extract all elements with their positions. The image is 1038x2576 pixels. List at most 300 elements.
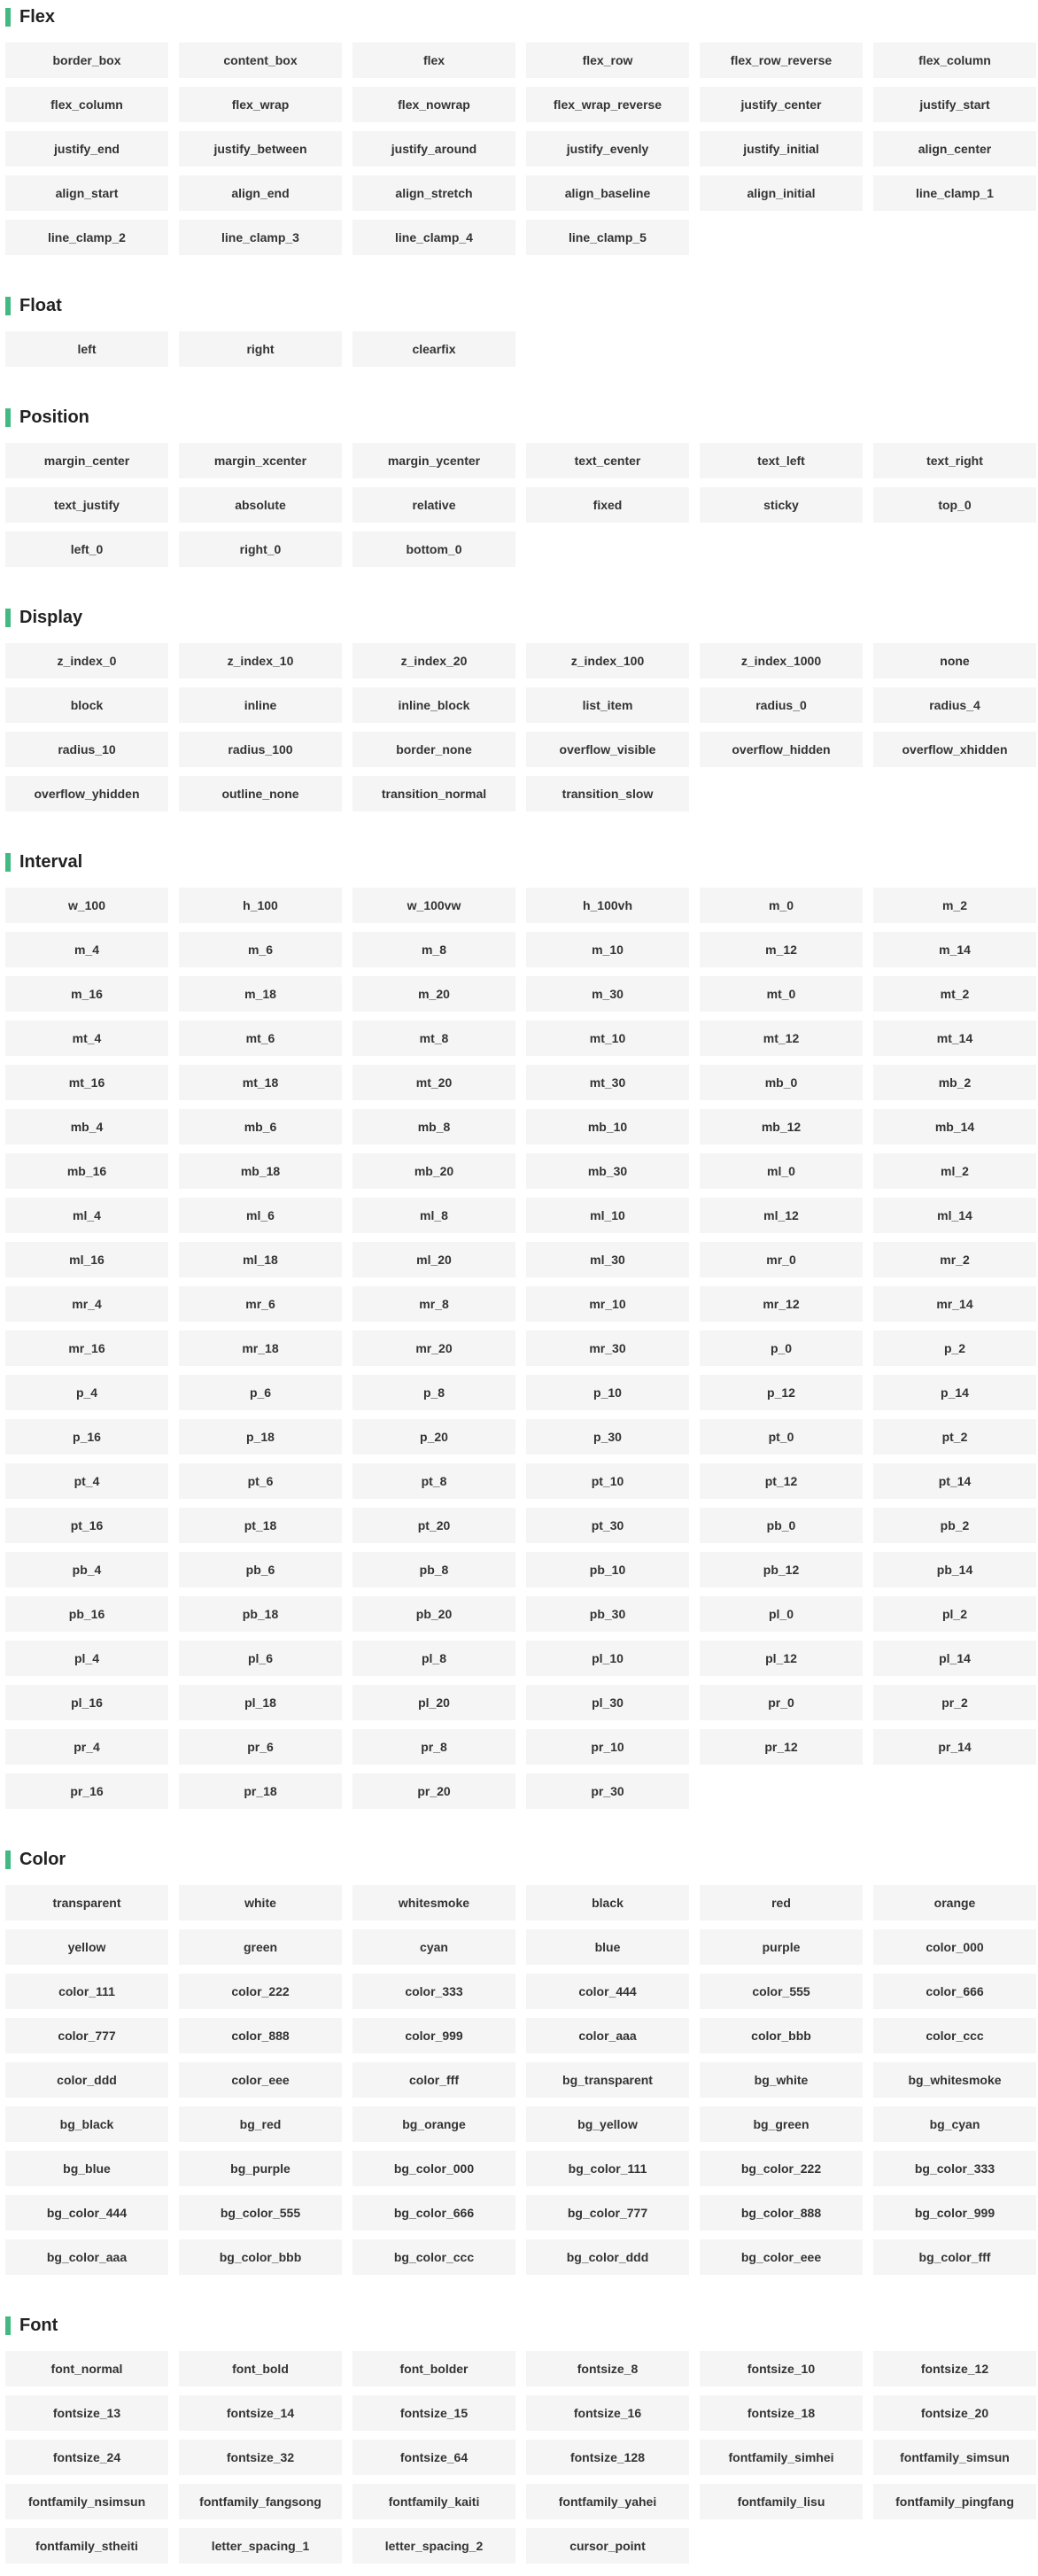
- class-tag[interactable]: pr_20: [352, 1773, 515, 1809]
- class-tag[interactable]: color_111: [5, 1974, 168, 2009]
- section-title: [5, 1850, 1036, 1869]
- class-tag[interactable]: fontsize_16: [526, 2395, 689, 2431]
- class-tag[interactable]: justify_around: [352, 131, 515, 167]
- class-tag[interactable]: pt_2: [873, 1419, 1036, 1455]
- class-tag[interactable]: line_clamp_4: [352, 220, 515, 255]
- class-tag[interactable]: inline_block: [352, 687, 515, 723]
- class-tag[interactable]: p_4: [5, 1375, 168, 1410]
- class-tag[interactable]: pl_0: [700, 1596, 863, 1632]
- class-tag[interactable]: p_12: [700, 1375, 863, 1410]
- class-tag[interactable]: ml_6: [179, 1198, 342, 1233]
- section-color: [5, 1850, 1036, 2275]
- class-tag[interactable]: justify_between: [179, 131, 342, 167]
- section-font: [5, 2316, 1036, 2564]
- section-flex: [5, 7, 1036, 255]
- class-tag[interactable]: font_bolder: [352, 2351, 515, 2386]
- class-tag[interactable]: fontfamily_simsun: [873, 2440, 1036, 2475]
- class-tag[interactable]: line_clamp_1: [873, 175, 1036, 211]
- class-tag-grid: [5, 888, 1036, 1809]
- class-tag[interactable]: align_center: [873, 131, 1036, 167]
- class-tag[interactable]: pb_12: [700, 1552, 863, 1587]
- class-tag[interactable]: bg_purple: [179, 2151, 342, 2186]
- class-tag[interactable]: mt_12: [700, 1020, 863, 1056]
- class-tag[interactable]: pt_14: [873, 1463, 1036, 1499]
- class-tag[interactable]: pb_4: [5, 1552, 168, 1587]
- class-tag[interactable]: bg_red: [179, 2107, 342, 2142]
- class-tag[interactable]: pt_4: [5, 1463, 168, 1499]
- class-tag[interactable]: mt_30: [526, 1065, 689, 1100]
- section-title-label: Position: [19, 407, 89, 427]
- class-tag[interactable]: pb_8: [352, 1552, 515, 1587]
- class-tag[interactable]: color_999: [352, 2018, 515, 2053]
- class-tag[interactable]: color_555: [700, 1974, 863, 2009]
- class-tag[interactable]: color_666: [873, 1974, 1036, 2009]
- class-tag[interactable]: mr_20: [352, 1331, 515, 1366]
- class-tag[interactable]: flex_row_reverse: [700, 43, 863, 78]
- section-title: [5, 7, 1036, 27]
- class-tag[interactable]: bg_color_ddd: [526, 2239, 689, 2275]
- class-tag[interactable]: pt_10: [526, 1463, 689, 1499]
- class-tag[interactable]: color_bbb: [700, 2018, 863, 2053]
- class-tag[interactable]: bg_color_222: [700, 2151, 863, 2186]
- class-tag[interactable]: bg_color_555: [179, 2195, 342, 2231]
- class-tag[interactable]: m_30: [526, 976, 689, 1012]
- class-tag[interactable]: p_16: [5, 1419, 168, 1455]
- class-tag[interactable]: radius_100: [179, 732, 342, 767]
- class-tag[interactable]: fontfamily_nsimsun: [5, 2484, 168, 2519]
- class-tag[interactable]: mt_6: [179, 1020, 342, 1056]
- class-tag[interactable]: mb_20: [352, 1153, 515, 1189]
- class-tag[interactable]: p_2: [873, 1331, 1036, 1366]
- class-tag[interactable]: ml_0: [700, 1153, 863, 1189]
- class-tag[interactable]: ml_8: [352, 1198, 515, 1233]
- class-tag[interactable]: inline: [179, 687, 342, 723]
- class-tag[interactable]: fontfamily_pingfang: [873, 2484, 1036, 2519]
- class-tag[interactable]: fontsize_32: [179, 2440, 342, 2475]
- class-tag[interactable]: m_0: [700, 888, 863, 923]
- class-tag[interactable]: p_18: [179, 1419, 342, 1455]
- class-tag[interactable]: mb_30: [526, 1153, 689, 1189]
- class-tag[interactable]: bg_black: [5, 2107, 168, 2142]
- class-tag[interactable]: mt_10: [526, 1020, 689, 1056]
- class-tag[interactable]: mr_18: [179, 1331, 342, 1366]
- class-tag[interactable]: fontsize_12: [873, 2351, 1036, 2386]
- class-tag[interactable]: pr_12: [700, 1729, 863, 1765]
- class-tag[interactable]: fontsize_64: [352, 2440, 515, 2475]
- class-tag[interactable]: pl_20: [352, 1685, 515, 1720]
- class-tag[interactable]: ml_4: [5, 1198, 168, 1233]
- class-tag[interactable]: mb_18: [179, 1153, 342, 1189]
- section-title: [5, 852, 1036, 872]
- class-tag[interactable]: pl_12: [700, 1641, 863, 1676]
- class-tag[interactable]: m_6: [179, 932, 342, 967]
- class-tag[interactable]: overflow_xhidden: [873, 732, 1036, 767]
- class-tag[interactable]: relative: [352, 487, 515, 523]
- class-tag[interactable]: fontsize_128: [526, 2440, 689, 2475]
- section-title: [5, 407, 1036, 427]
- class-tag[interactable]: line_clamp_2: [5, 220, 168, 255]
- class-tag[interactable]: m_14: [873, 932, 1036, 967]
- class-tag[interactable]: z_index_10: [179, 643, 342, 679]
- class-tag[interactable]: orange: [873, 1885, 1036, 1920]
- class-tag[interactable]: letter_spacing_1: [179, 2528, 342, 2564]
- class-tag[interactable]: pl_18: [179, 1685, 342, 1720]
- class-tag[interactable]: fontfamily_fangsong: [179, 2484, 342, 2519]
- class-tag[interactable]: text_left: [700, 443, 863, 478]
- class-tag[interactable]: color_000: [873, 1929, 1036, 1965]
- class-tag[interactable]: bg_green: [700, 2107, 863, 2142]
- class-tag[interactable]: mb_16: [5, 1153, 168, 1189]
- section-title-label: Font: [19, 2316, 58, 2335]
- class-tag[interactable]: transition_slow: [526, 776, 689, 811]
- class-tag[interactable]: mr_10: [526, 1286, 689, 1322]
- class-tag[interactable]: mb_4: [5, 1109, 168, 1144]
- class-tag[interactable]: justify_center: [700, 87, 863, 122]
- class-tag[interactable]: flex_column: [5, 87, 168, 122]
- class-tag[interactable]: pb_6: [179, 1552, 342, 1587]
- class-tag[interactable]: pt_20: [352, 1508, 515, 1543]
- class-tag[interactable]: pr_16: [5, 1773, 168, 1809]
- section-position: [5, 407, 1036, 567]
- class-tag[interactable]: margin_ycenter: [352, 443, 515, 478]
- class-tag[interactable]: mt_14: [873, 1020, 1036, 1056]
- class-tag[interactable]: left_0: [5, 531, 168, 567]
- class-tag[interactable]: color_333: [352, 1974, 515, 2009]
- class-tag[interactable]: fixed: [526, 487, 689, 523]
- class-tag[interactable]: color_ccc: [873, 2018, 1036, 2053]
- class-tag[interactable]: flex_column: [873, 43, 1036, 78]
- class-tag[interactable]: pb_20: [352, 1596, 515, 1632]
- class-tag[interactable]: pt_0: [700, 1419, 863, 1455]
- class-tag[interactable]: red: [700, 1885, 863, 1920]
- class-tag[interactable]: content_box: [179, 43, 342, 78]
- class-tag[interactable]: bg_cyan: [873, 2107, 1036, 2142]
- class-tag[interactable]: mt_18: [179, 1065, 342, 1100]
- class-tag[interactable]: mt_4: [5, 1020, 168, 1056]
- class-tag[interactable]: bg_white: [700, 2062, 863, 2098]
- class-tag[interactable]: pt_6: [179, 1463, 342, 1499]
- class-tag[interactable]: pb_0: [700, 1508, 863, 1543]
- class-tag[interactable]: bg_yellow: [526, 2107, 689, 2142]
- class-tag[interactable]: sticky: [700, 487, 863, 523]
- class-tag[interactable]: bottom_0: [352, 531, 515, 567]
- class-tag[interactable]: border_none: [352, 732, 515, 767]
- class-tag[interactable]: flex: [352, 43, 515, 78]
- class-tag[interactable]: justify_evenly: [526, 131, 689, 167]
- class-tag[interactable]: pr_4: [5, 1729, 168, 1765]
- class-tag[interactable]: m_2: [873, 888, 1036, 923]
- class-tag[interactable]: flex_wrap: [179, 87, 342, 122]
- class-tag[interactable]: mb_6: [179, 1109, 342, 1144]
- class-tag[interactable]: top_0: [873, 487, 1036, 523]
- class-tag[interactable]: w_100: [5, 888, 168, 923]
- class-tag[interactable]: p_30: [526, 1419, 689, 1455]
- section-display: [5, 608, 1036, 811]
- class-tag[interactable]: fontsize_8: [526, 2351, 689, 2386]
- class-tag[interactable]: bg_color_ccc: [352, 2239, 515, 2275]
- class-tag[interactable]: pt_8: [352, 1463, 515, 1499]
- class-tag[interactable]: pb_14: [873, 1552, 1036, 1587]
- class-tag[interactable]: pl_2: [873, 1596, 1036, 1632]
- class-tag[interactable]: mr_16: [5, 1331, 168, 1366]
- class-tag[interactable]: pr_0: [700, 1685, 863, 1720]
- class-tag[interactable]: pl_16: [5, 1685, 168, 1720]
- class-tag[interactable]: fontsize_14: [179, 2395, 342, 2431]
- class-tag[interactable]: z_index_100: [526, 643, 689, 679]
- class-tag[interactable]: ml_18: [179, 1242, 342, 1277]
- class-tag[interactable]: clearfix: [352, 331, 515, 367]
- class-tag[interactable]: ml_10: [526, 1198, 689, 1233]
- class-tag[interactable]: align_start: [5, 175, 168, 211]
- class-tag[interactable]: z_index_1000: [700, 643, 863, 679]
- class-tag[interactable]: ml_30: [526, 1242, 689, 1277]
- class-tag[interactable]: pl_30: [526, 1685, 689, 1720]
- class-tag[interactable]: pl_10: [526, 1641, 689, 1676]
- class-tag[interactable]: mr_8: [352, 1286, 515, 1322]
- class-tag[interactable]: mt_20: [352, 1065, 515, 1100]
- class-tag[interactable]: align_end: [179, 175, 342, 211]
- class-tag[interactable]: none: [873, 643, 1036, 679]
- class-tag[interactable]: z_index_20: [352, 643, 515, 679]
- class-tag[interactable]: overflow_visible: [526, 732, 689, 767]
- class-tag[interactable]: white: [179, 1885, 342, 1920]
- class-tag[interactable]: cyan: [352, 1929, 515, 1965]
- class-tag[interactable]: bg_color_777: [526, 2195, 689, 2231]
- class-tag[interactable]: bg_color_666: [352, 2195, 515, 2231]
- class-tag[interactable]: pr_10: [526, 1729, 689, 1765]
- class-tag[interactable]: pt_18: [179, 1508, 342, 1543]
- section-title-label: Float: [19, 296, 62, 315]
- accent-bar-icon: [5, 609, 11, 627]
- class-tag[interactable]: line_clamp_3: [179, 220, 342, 255]
- class-tag[interactable]: line_clamp_5: [526, 220, 689, 255]
- class-tag[interactable]: fontfamily_simhei: [700, 2440, 863, 2475]
- class-tag[interactable]: mr_6: [179, 1286, 342, 1322]
- class-tag[interactable]: color_888: [179, 2018, 342, 2053]
- class-tag[interactable]: p_8: [352, 1375, 515, 1410]
- class-tag[interactable]: ml_14: [873, 1198, 1036, 1233]
- class-tag[interactable]: mr_14: [873, 1286, 1036, 1322]
- class-tag[interactable]: pl_6: [179, 1641, 342, 1676]
- accent-bar-icon: [5, 853, 11, 872]
- class-tag[interactable]: bg_color_fff: [873, 2239, 1036, 2275]
- class-tag[interactable]: mt_0: [700, 976, 863, 1012]
- class-tag[interactable]: block: [5, 687, 168, 723]
- class-tag[interactable]: black: [526, 1885, 689, 1920]
- class-tag[interactable]: bg_color_444: [5, 2195, 168, 2231]
- class-tag[interactable]: justify_initial: [700, 131, 863, 167]
- class-tag[interactable]: mt_8: [352, 1020, 515, 1056]
- class-tag[interactable]: fontsize_20: [873, 2395, 1036, 2431]
- class-tag[interactable]: mr_4: [5, 1286, 168, 1322]
- class-tag[interactable]: fontfamily_kaiti: [352, 2484, 515, 2519]
- class-tag[interactable]: pr_14: [873, 1729, 1036, 1765]
- class-tag[interactable]: fontsize_24: [5, 2440, 168, 2475]
- class-tag[interactable]: pb_16: [5, 1596, 168, 1632]
- class-tag[interactable]: pt_16: [5, 1508, 168, 1543]
- class-tag[interactable]: pl_4: [5, 1641, 168, 1676]
- section-float: [5, 296, 1036, 367]
- class-tag[interactable]: absolute: [179, 487, 342, 523]
- section-title-label: Color: [19, 1850, 66, 1869]
- class-tag[interactable]: fontsize_13: [5, 2395, 168, 2431]
- class-tag[interactable]: fontsize_10: [700, 2351, 863, 2386]
- class-tag[interactable]: h_100: [179, 888, 342, 923]
- class-tag[interactable]: pt_30: [526, 1508, 689, 1543]
- class-tag[interactable]: radius_4: [873, 687, 1036, 723]
- class-tag[interactable]: cursor_point: [526, 2528, 689, 2564]
- section-title-label: Interval: [19, 852, 83, 872]
- class-tag[interactable]: bg_color_000: [352, 2151, 515, 2186]
- class-tag[interactable]: yellow: [5, 1929, 168, 1965]
- class-tag[interactable]: mb_12: [700, 1109, 863, 1144]
- class-tag[interactable]: text_right: [873, 443, 1036, 478]
- class-tag[interactable]: bg_color_bbb: [179, 2239, 342, 2275]
- class-tag[interactable]: pb_18: [179, 1596, 342, 1632]
- class-tag[interactable]: font_normal: [5, 2351, 168, 2386]
- class-tag[interactable]: p_0: [700, 1331, 863, 1366]
- class-tag[interactable]: bg_whitesmoke: [873, 2062, 1036, 2098]
- class-tag[interactable]: bg_color_aaa: [5, 2239, 168, 2275]
- class-tag[interactable]: pr_6: [179, 1729, 342, 1765]
- class-tag[interactable]: m_10: [526, 932, 689, 967]
- class-tag[interactable]: mb_0: [700, 1065, 863, 1100]
- class-tag[interactable]: justify_start: [873, 87, 1036, 122]
- class-tag[interactable]: radius_10: [5, 732, 168, 767]
- class-tag[interactable]: p_10: [526, 1375, 689, 1410]
- class-tag[interactable]: p_6: [179, 1375, 342, 1410]
- accent-bar-icon: [5, 1851, 11, 1869]
- class-tag[interactable]: text_justify: [5, 487, 168, 523]
- class-tag[interactable]: mt_16: [5, 1065, 168, 1100]
- class-tag[interactable]: list_item: [526, 687, 689, 723]
- class-tag-grid: [5, 1885, 1036, 2275]
- class-tag[interactable]: bg_color_999: [873, 2195, 1036, 2231]
- class-tag[interactable]: fontfamily_yahei: [526, 2484, 689, 2519]
- class-tag[interactable]: overflow_yhidden: [5, 776, 168, 811]
- class-tag[interactable]: pl_8: [352, 1641, 515, 1676]
- class-tag[interactable]: color_777: [5, 2018, 168, 2053]
- class-tag[interactable]: color_aaa: [526, 2018, 689, 2053]
- class-tag[interactable]: z_index_0: [5, 643, 168, 679]
- class-tag[interactable]: mr_12: [700, 1286, 863, 1322]
- class-tag[interactable]: radius_0: [700, 687, 863, 723]
- section-title: [5, 296, 1036, 315]
- class-tag[interactable]: flex_nowrap: [352, 87, 515, 122]
- accent-bar-icon: [5, 408, 11, 427]
- class-tag[interactable]: mr_2: [873, 1242, 1036, 1277]
- class-tag[interactable]: ml_16: [5, 1242, 168, 1277]
- class-tag[interactable]: color_fff: [352, 2062, 515, 2098]
- class-tag[interactable]: ml_12: [700, 1198, 863, 1233]
- class-tag[interactable]: border_box: [5, 43, 168, 78]
- class-tag-grid: [5, 643, 1036, 811]
- class-tag[interactable]: left: [5, 331, 168, 367]
- class-tag[interactable]: whitesmoke: [352, 1885, 515, 1920]
- class-tag[interactable]: flex_wrap_reverse: [526, 87, 689, 122]
- class-tag[interactable]: h_100vh: [526, 888, 689, 923]
- class-tag[interactable]: bg_blue: [5, 2151, 168, 2186]
- class-tag[interactable]: right: [179, 331, 342, 367]
- class-tag[interactable]: blue: [526, 1929, 689, 1965]
- class-tag[interactable]: pr_18: [179, 1773, 342, 1809]
- accent-bar-icon: [5, 8, 11, 27]
- class-tag[interactable]: align_initial: [700, 175, 863, 211]
- class-tag[interactable]: color_ddd: [5, 2062, 168, 2098]
- class-tag[interactable]: pr_8: [352, 1729, 515, 1765]
- class-tag[interactable]: mt_2: [873, 976, 1036, 1012]
- class-tag[interactable]: mb_8: [352, 1109, 515, 1144]
- class-tag[interactable]: pb_10: [526, 1552, 689, 1587]
- class-tag[interactable]: ml_2: [873, 1153, 1036, 1189]
- class-tag[interactable]: bg_transparent: [526, 2062, 689, 2098]
- class-tag[interactable]: fontsize_15: [352, 2395, 515, 2431]
- class-tag[interactable]: pr_30: [526, 1773, 689, 1809]
- class-tag[interactable]: mr_30: [526, 1331, 689, 1366]
- class-tag[interactable]: flex_row: [526, 43, 689, 78]
- class-tag[interactable]: justify_end: [5, 131, 168, 167]
- class-tag[interactable]: fontfamily_stheiti: [5, 2528, 168, 2564]
- class-tag[interactable]: pl_14: [873, 1641, 1036, 1676]
- class-tag[interactable]: p_14: [873, 1375, 1036, 1410]
- class-tag[interactable]: pb_30: [526, 1596, 689, 1632]
- class-tag[interactable]: m_16: [5, 976, 168, 1012]
- class-tag[interactable]: letter_spacing_2: [352, 2528, 515, 2564]
- class-tag[interactable]: color_222: [179, 1974, 342, 2009]
- class-tag[interactable]: m_20: [352, 976, 515, 1012]
- class-tag[interactable]: bg_color_333: [873, 2151, 1036, 2186]
- class-tag[interactable]: overflow_hidden: [700, 732, 863, 767]
- class-tag[interactable]: text_center: [526, 443, 689, 478]
- class-tag[interactable]: align_baseline: [526, 175, 689, 211]
- class-tag[interactable]: bg_color_eee: [700, 2239, 863, 2275]
- class-tag[interactable]: bg_orange: [352, 2107, 515, 2142]
- class-tag[interactable]: purple: [700, 1929, 863, 1965]
- class-tag[interactable]: bg_color_111: [526, 2151, 689, 2186]
- class-tag[interactable]: w_100vw: [352, 888, 515, 923]
- class-tag[interactable]: fontsize_18: [700, 2395, 863, 2431]
- class-tag[interactable]: mb_2: [873, 1065, 1036, 1100]
- class-tag[interactable]: fontfamily_lisu: [700, 2484, 863, 2519]
- class-tag[interactable]: margin_center: [5, 443, 168, 478]
- class-tag[interactable]: m_12: [700, 932, 863, 967]
- class-tag[interactable]: pb_2: [873, 1508, 1036, 1543]
- class-tag[interactable]: p_20: [352, 1419, 515, 1455]
- class-tag[interactable]: margin_xcenter: [179, 443, 342, 478]
- class-tag[interactable]: color_444: [526, 1974, 689, 2009]
- class-tag[interactable]: green: [179, 1929, 342, 1965]
- class-tag[interactable]: m_8: [352, 932, 515, 967]
- class-tag[interactable]: transition_normal: [352, 776, 515, 811]
- class-tag-grid: [5, 443, 1036, 567]
- class-tag[interactable]: outline_none: [179, 776, 342, 811]
- class-tag[interactable]: ml_20: [352, 1242, 515, 1277]
- class-tag[interactable]: color_eee: [179, 2062, 342, 2098]
- class-tag[interactable]: pt_12: [700, 1463, 863, 1499]
- class-tag[interactable]: right_0: [179, 531, 342, 567]
- class-tag[interactable]: align_stretch: [352, 175, 515, 211]
- accent-bar-icon: [5, 2316, 11, 2335]
- class-tag[interactable]: mb_14: [873, 1109, 1036, 1144]
- class-tag[interactable]: m_4: [5, 932, 168, 967]
- class-tag[interactable]: mr_0: [700, 1242, 863, 1277]
- class-tag[interactable]: font_bold: [179, 2351, 342, 2386]
- class-tag[interactable]: transparent: [5, 1885, 168, 1920]
- class-tag[interactable]: m_18: [179, 976, 342, 1012]
- class-tag[interactable]: pr_2: [873, 1685, 1036, 1720]
- class-tag[interactable]: bg_color_888: [700, 2195, 863, 2231]
- class-tag[interactable]: mb_10: [526, 1109, 689, 1144]
